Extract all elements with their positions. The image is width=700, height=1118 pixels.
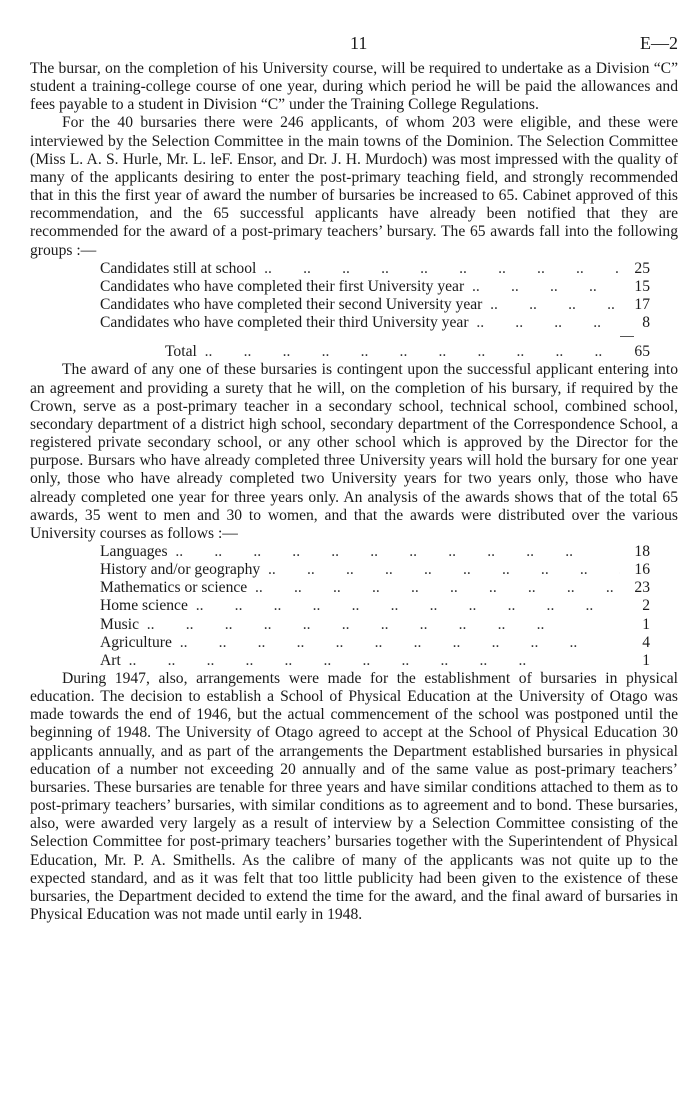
row-value: 2	[642, 597, 650, 615]
row-value: 4	[642, 633, 650, 651]
paragraph-physical-education: During 1947, also, arrangements were made for the establishment of bursaries in physical education. The decision to establish a School of Physical Education at the University of Otago was made towards the end of 1946, but the actual commencement of the school was postponed until the beginning of 1948. The University of Otago agreed to accept at the School of Physical Education 30 applicants annually, and as part of the arrangements the Department established bursaries in physical education of a number not exceeding 20 annually and of the same value as post-primary teachers’ bursaries. These bursaries are tenable for three years and have similar conditions attached to them as to post-primary teachers’ bursaries, with similar conditions as to agreement and to bond. These bursaries, also, were awarded very largely as a result of interview by a Selection Committee consisting of the Selection Committee for post-primary teachers’ bursaries together with the Superintendent of Physical Education, Mr. P. A. Smithells. As the calibre of many of the applicants was not quite up to the expected standard, and as it was felt that too little publicity had been given to the existence of these bursaries, the Department decided to extend the time for the award, and the final award of bursaries in Physical Education was not made until early in 1948.	[30, 669, 678, 923]
courses-table	[30, 543, 678, 670]
row-label: Art ..	[100, 652, 620, 670]
table-row	[100, 260, 656, 278]
page-number: 11	[350, 33, 368, 53]
paragraph-bursar-training: The bursar, on the completion of his University course, will be required to undertake as a Division “C” student a training-college course of one year, during which period he will be paid the allowances and fees payable to a student in Division “C” under the Training College Regulations.	[30, 60, 678, 114]
row-label: Candidates still at school ..	[100, 260, 620, 278]
total-value: 65	[634, 343, 650, 361]
row-label: Candidates who have completed their second University year ..	[100, 296, 620, 314]
row-value: 16	[634, 561, 650, 579]
row-value: 17	[634, 296, 650, 313]
document-page	[30, 34, 678, 924]
table-row	[100, 652, 678, 670]
row-label: History and/or geography ..	[100, 561, 620, 579]
row-label: Music ..	[100, 616, 620, 634]
row-value: 23	[634, 579, 650, 597]
paragraph-selection-committee: For the 40 bursaries there were 246 applicants, of whom 203 were eligible, and these were interviewed by the Selection Committee in the main towns of the Dominion. The Selection Committee (Miss L. A. S. Hurle, Mr. L. leF. Ensor, and Dr. J. H. Murdoch) was most impressed with the quality of many of the applicants desiring to enter the post-primary teaching field, and strongly recommended that in this the first year of award the number of bursaries be increased to 65. Cabinet approved of this recommendation, and the 65 successful applicants have already been notified that they are recommended for the award of a post-primary teachers’ bursary. The 65 awards fall into the following groups :—	[30, 114, 678, 259]
total-row	[30, 343, 678, 361]
total-label: Total ..	[165, 343, 620, 361]
table-row	[100, 296, 656, 314]
page-header	[30, 34, 678, 60]
row-value: 8	[642, 314, 650, 332]
award-groups-table	[30, 260, 656, 333]
row-value: 1	[642, 615, 650, 633]
table-row	[100, 616, 678, 634]
row-label: Candidates who have completed their third University year ..	[100, 314, 620, 332]
table-row	[100, 561, 678, 579]
table-row	[100, 634, 678, 652]
row-label: Agriculture ..	[100, 634, 620, 652]
row-value: 25	[634, 259, 650, 277]
paragraph-award-conditions: The award of any one of these bursaries is contingent upon the successful applicant entering into an agreement and providing a surety that he will, on the completion of his bursary, if required by the Crown, serve as a post-primary teacher in a secondary school, technical school, combined school, secondary department of a district high school, secondary department of the Correspondence School, a registered private secondary school, or any other school which is approved by the Director for the purpose. Bursars who have already completed three University years will hold the bursary for one year only, those who have already completed two University years for two years only, those who have already completed one year for three years only. An analysis of the awards shows that of the total 65 awards, 35 went to men and 30 to women, and that the awards were distributed over the various University courses as follows :—	[30, 361, 678, 542]
row-label: Candidates who have completed their first University year ..	[100, 278, 620, 296]
row-label: Languages ..	[100, 543, 620, 561]
table-row	[100, 597, 678, 615]
row-value: 18	[634, 542, 650, 560]
row-label: Mathematics or science ..	[100, 579, 620, 597]
table-row	[100, 314, 656, 332]
row-value: 15	[634, 277, 650, 295]
table-row	[100, 278, 656, 296]
row-label: Home science ..	[100, 597, 620, 615]
table-row	[100, 579, 678, 597]
row-value: 1	[642, 651, 650, 669]
report-code: E—2	[640, 33, 678, 53]
table-row	[100, 543, 678, 561]
total-rule	[620, 336, 634, 343]
